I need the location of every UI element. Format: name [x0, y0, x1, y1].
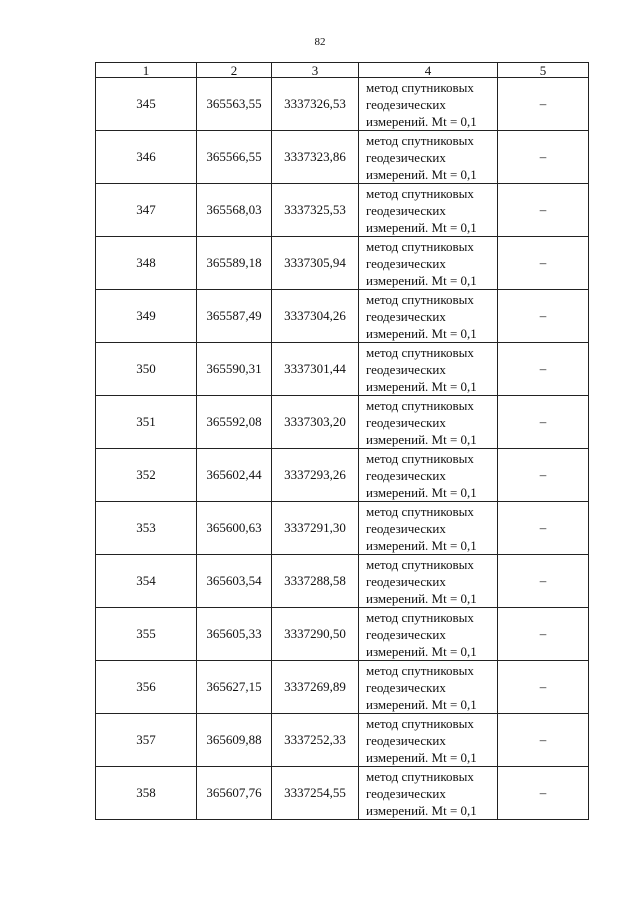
note-cell: –	[498, 449, 589, 502]
note-cell: –	[498, 343, 589, 396]
y-coordinate-cell: 3337254,55	[272, 767, 359, 820]
note-cell: –	[498, 714, 589, 767]
method-line: метод спутниковых	[366, 397, 474, 413]
method-cell	[359, 396, 498, 449]
header-col-4: 4	[359, 63, 498, 78]
table-row	[96, 237, 589, 290]
method-line: измерений. Mt = 0,1	[366, 219, 477, 235]
method-cell	[359, 290, 498, 343]
y-coordinate-cell: 3337291,30	[272, 502, 359, 555]
y-coordinate-cell: 3337326,53	[272, 78, 359, 131]
header-col-2: 2	[197, 63, 272, 78]
method-cell	[359, 78, 498, 131]
header-col-1: 1	[96, 63, 197, 78]
method-cell	[359, 237, 498, 290]
method-line: геодезических	[366, 202, 446, 218]
y-coordinate-cell: 3337305,94	[272, 237, 359, 290]
method-line: геодезических	[366, 414, 446, 430]
header-row	[96, 63, 589, 78]
table-row	[96, 714, 589, 767]
y-coordinate-cell: 3337290,50	[272, 608, 359, 661]
x-coordinate-cell: 365587,49	[197, 290, 272, 343]
method-line: измерений. Mt = 0,1	[366, 537, 477, 553]
note-cell: –	[498, 661, 589, 714]
x-coordinate-cell: 365592,08	[197, 396, 272, 449]
method-line: метод спутниковых	[366, 768, 474, 784]
point-number-cell: 357	[96, 714, 197, 767]
x-coordinate-cell: 365605,33	[197, 608, 272, 661]
note-cell: –	[498, 237, 589, 290]
x-coordinate-cell: 365603,54	[197, 555, 272, 608]
note-cell: –	[498, 184, 589, 237]
note-cell: –	[498, 555, 589, 608]
point-number-cell: 358	[96, 767, 197, 820]
note-cell: –	[498, 396, 589, 449]
method-line: геодезических	[366, 255, 446, 271]
method-cell	[359, 608, 498, 661]
method-cell	[359, 661, 498, 714]
point-number-cell: 355	[96, 608, 197, 661]
table-row	[96, 449, 589, 502]
method-line: метод спутниковых	[366, 503, 474, 519]
method-line: измерений. Mt = 0,1	[366, 431, 477, 447]
note-cell: –	[498, 290, 589, 343]
note-cell: –	[498, 502, 589, 555]
point-number-cell: 353	[96, 502, 197, 555]
method-cell	[359, 502, 498, 555]
point-number-cell: 356	[96, 661, 197, 714]
table-row	[96, 396, 589, 449]
table-row	[96, 78, 589, 131]
method-cell	[359, 449, 498, 502]
method-line: измерений. Mt = 0,1	[366, 272, 477, 288]
method-line: метод спутниковых	[366, 79, 474, 95]
method-line: геодезических	[366, 520, 446, 536]
method-line: геодезических	[366, 149, 446, 165]
method-line: метод спутниковых	[366, 450, 474, 466]
y-coordinate-cell: 3337303,20	[272, 396, 359, 449]
method-line: метод спутниковых	[366, 556, 474, 572]
x-coordinate-cell: 365600,63	[197, 502, 272, 555]
method-line: геодезических	[366, 732, 446, 748]
table-body	[96, 78, 589, 820]
method-cell	[359, 343, 498, 396]
method-line: измерений. Mt = 0,1	[366, 696, 477, 712]
method-line: метод спутниковых	[366, 344, 474, 360]
method-line: измерений. Mt = 0,1	[366, 166, 477, 182]
note-cell: –	[498, 131, 589, 184]
y-coordinate-cell: 3337323,86	[272, 131, 359, 184]
method-line: метод спутниковых	[366, 609, 474, 625]
method-line: измерений. Mt = 0,1	[366, 325, 477, 341]
table-row	[96, 184, 589, 237]
point-number-cell: 345	[96, 78, 197, 131]
table-row	[96, 290, 589, 343]
table-row	[96, 661, 589, 714]
method-line: метод спутниковых	[366, 238, 474, 254]
method-line: геодезических	[366, 96, 446, 112]
header-col-3: 3	[272, 63, 359, 78]
y-coordinate-cell: 3337288,58	[272, 555, 359, 608]
method-line: измерений. Mt = 0,1	[366, 749, 477, 765]
x-coordinate-cell: 365568,03	[197, 184, 272, 237]
x-coordinate-cell: 365609,88	[197, 714, 272, 767]
method-line: геодезических	[366, 308, 446, 324]
method-line: метод спутниковых	[366, 662, 474, 678]
y-coordinate-cell: 3337304,26	[272, 290, 359, 343]
method-line: измерений. Mt = 0,1	[366, 113, 477, 129]
table-row	[96, 502, 589, 555]
method-line: измерений. Mt = 0,1	[366, 643, 477, 659]
x-coordinate-cell: 365566,55	[197, 131, 272, 184]
method-line: метод спутниковых	[366, 291, 474, 307]
table-row	[96, 608, 589, 661]
method-line: геодезических	[366, 467, 446, 483]
method-line: метод спутниковых	[366, 132, 474, 148]
method-line: измерений. Mt = 0,1	[366, 802, 477, 818]
x-coordinate-cell: 365589,18	[197, 237, 272, 290]
x-coordinate-cell: 365563,55	[197, 78, 272, 131]
coordinates-table	[95, 62, 589, 820]
point-number-cell: 351	[96, 396, 197, 449]
page-number: 82	[314, 36, 326, 48]
y-coordinate-cell: 3337325,53	[272, 184, 359, 237]
point-number-cell: 346	[96, 131, 197, 184]
point-number-cell: 352	[96, 449, 197, 502]
point-number-cell: 354	[96, 555, 197, 608]
y-coordinate-cell: 3337252,33	[272, 714, 359, 767]
method-line: геодезических	[366, 573, 446, 589]
method-line: метод спутниковых	[366, 185, 474, 201]
method-cell	[359, 184, 498, 237]
y-coordinate-cell: 3337293,26	[272, 449, 359, 502]
point-number-cell: 350	[96, 343, 197, 396]
x-coordinate-cell: 365602,44	[197, 449, 272, 502]
method-cell	[359, 555, 498, 608]
y-coordinate-cell: 3337269,89	[272, 661, 359, 714]
y-coordinate-cell: 3337301,44	[272, 343, 359, 396]
table-row	[96, 131, 589, 184]
point-number-cell: 347	[96, 184, 197, 237]
x-coordinate-cell: 365627,15	[197, 661, 272, 714]
method-cell	[359, 767, 498, 820]
method-cell	[359, 714, 498, 767]
x-coordinate-cell: 365607,76	[197, 767, 272, 820]
method-line: геодезических	[366, 785, 446, 801]
table-row	[96, 343, 589, 396]
method-line: геодезических	[366, 679, 446, 695]
note-cell: –	[498, 608, 589, 661]
method-line: измерений. Mt = 0,1	[366, 378, 477, 394]
header-col-5: 5	[498, 63, 589, 78]
method-line: метод спутниковых	[366, 715, 474, 731]
method-cell	[359, 131, 498, 184]
point-number-cell: 348	[96, 237, 197, 290]
x-coordinate-cell: 365590,31	[197, 343, 272, 396]
point-number-cell: 349	[96, 290, 197, 343]
method-line: измерений. Mt = 0,1	[366, 484, 477, 500]
table-row	[96, 555, 589, 608]
method-line: геодезических	[366, 361, 446, 377]
note-cell: –	[498, 767, 589, 820]
note-cell: –	[498, 78, 589, 131]
method-line: измерений. Mt = 0,1	[366, 590, 477, 606]
method-line: геодезических	[366, 626, 446, 642]
table-header	[96, 63, 589, 78]
table-row	[96, 767, 589, 820]
